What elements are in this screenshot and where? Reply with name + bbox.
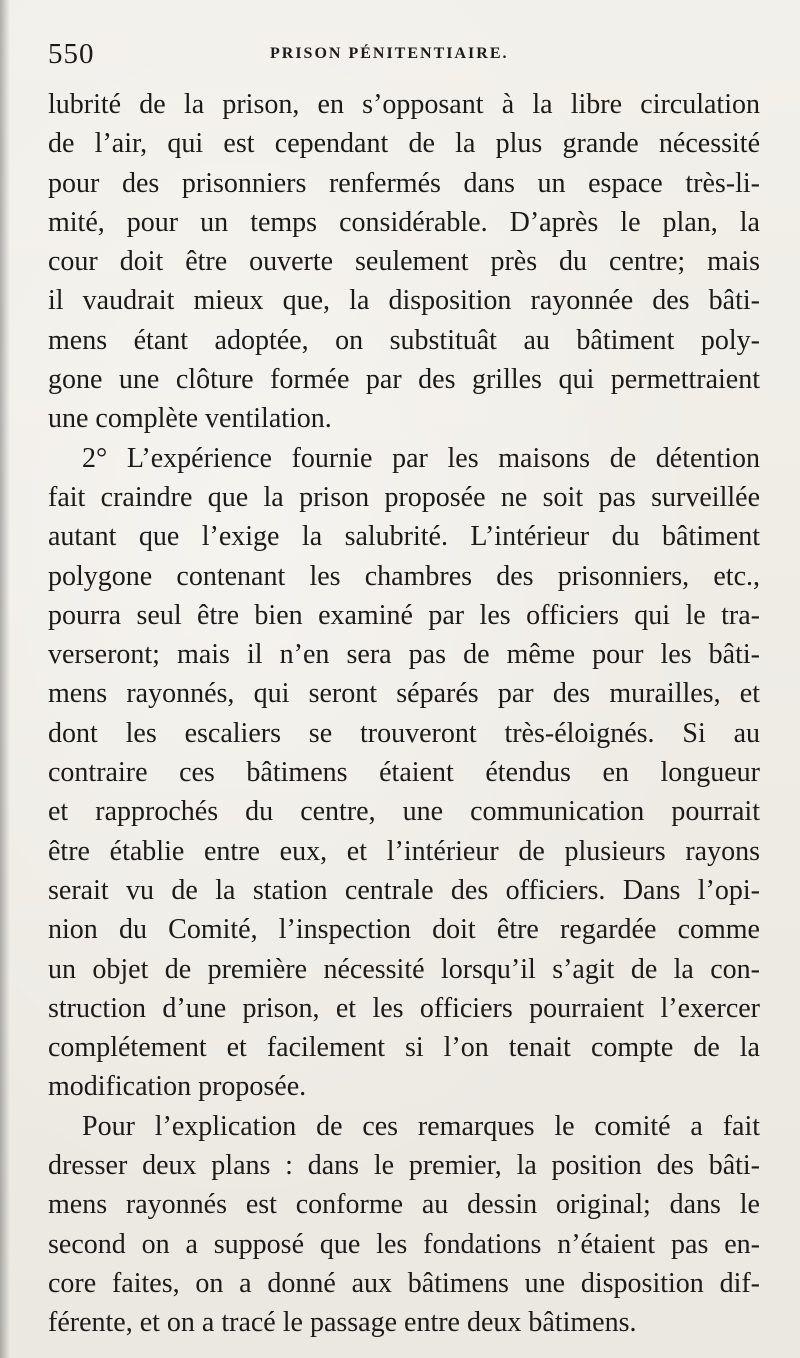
text-line: fait craindre que la prison proposée ne soit pas surveillée xyxy=(48,481,760,513)
text-line: de l’air, qui est cependant de la plus grande nécessité xyxy=(48,128,760,160)
text-line: verseront; mais il n’en sera pas de même pour les bâti- xyxy=(48,639,760,671)
text-line: polygone contenant les chambres des prisonniers, etc., xyxy=(48,560,760,592)
text-line: gone une clôture formée par des grilles qui permettraient xyxy=(48,364,760,396)
text-line: être établie entre eux, et l’intérieur de plusieurs rayons xyxy=(48,835,760,867)
text-line: férente, et on a tracé le passage entre deux bâtimens. xyxy=(48,1307,637,1339)
text-line: struction d’une prison, et les officiers pourraient l’exercer xyxy=(48,992,760,1024)
text-line: un objet de première nécessité lorsqu’il s’agit de la con- xyxy=(48,953,760,985)
text-line: mité, pour un temps considérable. D’après le plan, la xyxy=(48,206,760,238)
paragraph xyxy=(48,85,760,439)
running-head: PRISON PÉNITENTIAIRE. xyxy=(270,45,509,62)
text-line: complétement et facilement si l’on tenait compte de la xyxy=(48,1032,760,1064)
paragraph xyxy=(48,1107,760,1343)
body-text xyxy=(48,85,760,1343)
text-line: pourra seul être bien examiné par les officiers qui le tra- xyxy=(48,599,760,631)
text-line: contraire ces bâtimens étaient étendus en longueur xyxy=(48,757,760,789)
text-line: il vaudrait mieux que, la disposition rayonnée des bâti- xyxy=(48,285,760,317)
text-line: serait vu de la station centrale des officiers. Dans l’opi- xyxy=(48,874,760,906)
text-line: et rapprochés du centre, une communication pourrait xyxy=(48,796,760,828)
paragraph xyxy=(48,439,760,1107)
text-line: cour doit être ouverte seulement près du centre; mais xyxy=(48,246,760,278)
text-line: autant que l’exige la salubrité. L’intérieur du bâtiment xyxy=(48,521,760,553)
text-line: second on a supposé que les fondations n’étaient pas en- xyxy=(48,1228,760,1260)
page-header xyxy=(48,38,760,78)
text-line: dresser deux plans : dans le premier, la position des bâti- xyxy=(48,1150,760,1182)
text-line: mens rayonnés, qui seront séparés par des murailles, et xyxy=(48,678,760,710)
text-line: nion du Comité, l’inspection doit être regardée comme xyxy=(48,914,760,946)
text-line: mens rayonnés est conforme au dessin original; dans le xyxy=(48,1189,760,1221)
text-line: lubrité de la prison, en s’opposant à la libre circulation xyxy=(48,89,760,120)
text-line: pour des prisonniers renfermés dans un espace très-li- xyxy=(48,167,760,199)
text-line: dont les escaliers se trouveront très-éloignés. Si au xyxy=(48,717,760,749)
text-line: mens étant adoptée, on substituât au bâtiment poly- xyxy=(48,324,760,356)
text-line: une complète ventilation. xyxy=(48,403,332,435)
page-number: 550 xyxy=(48,38,95,70)
text-line: core faites, on a donné aux bâtimens une disposition dif- xyxy=(48,1267,760,1299)
text-line: Pour l’explication de ces remarques le comité a fait xyxy=(82,1110,760,1142)
text-line: modification proposée. xyxy=(48,1071,307,1103)
gutter-shadow xyxy=(0,0,10,1358)
text-line: 2° L’expérience fournie par les maisons de détention xyxy=(82,442,760,474)
